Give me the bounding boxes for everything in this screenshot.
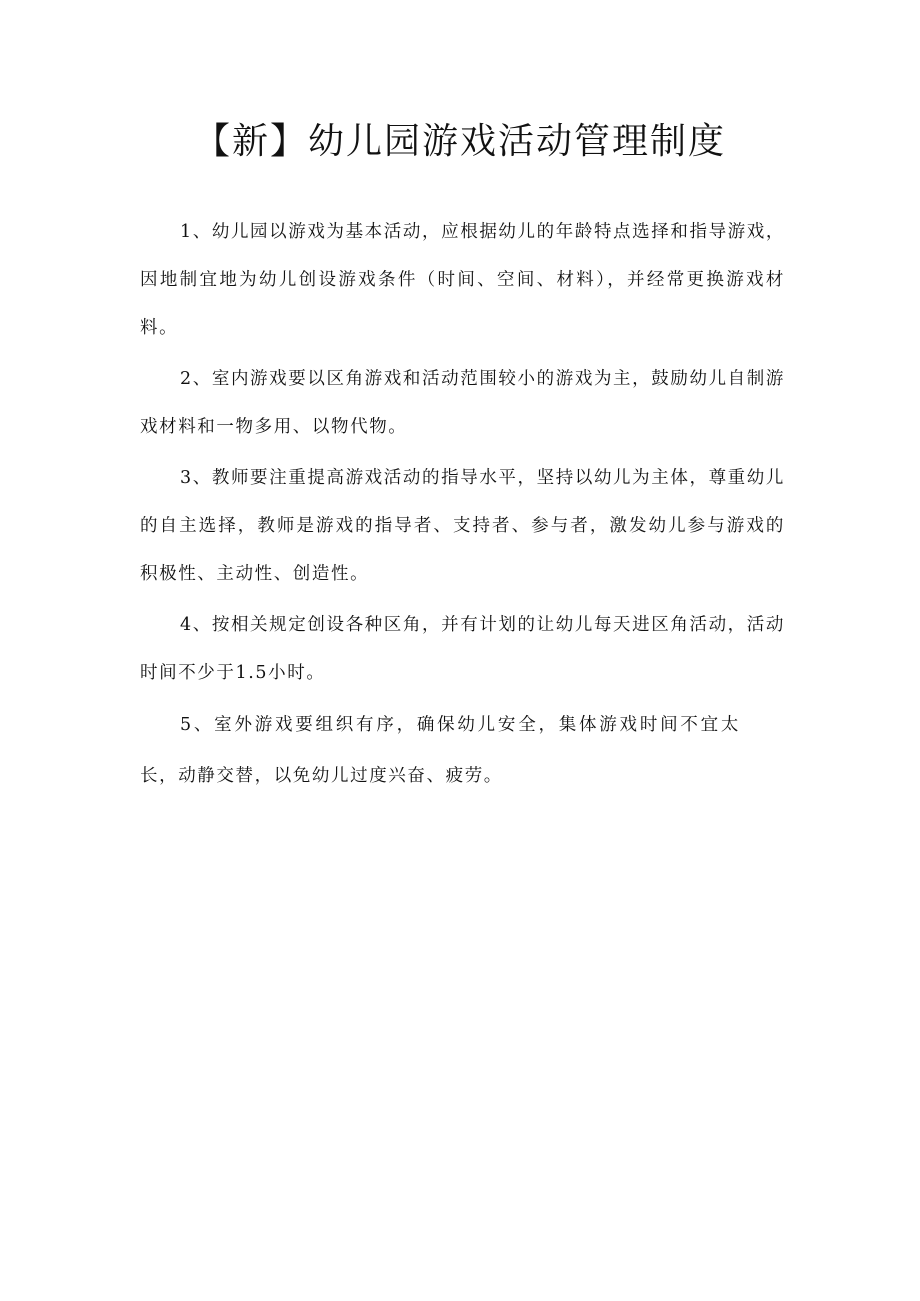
paragraph-1: 1、幼儿园以游戏为基本活动，应根据幼儿的年龄特点选择和指导游戏，因地制宜地为幼儿创设游戏条件（时间、空间、材料），并经常更换游戏材料。 (140, 222, 785, 338)
document-title: 【新】幼儿园游戏活动管理制度 (193, 121, 726, 162)
document-body (140, 208, 785, 805)
paragraph-5: 5、室外游戏要组织有序，确保幼儿安全，集体游戏时间不宜太长，动静交替，以免幼儿过度兴奋、疲劳。 (140, 715, 740, 786)
paragraph-3: 3、教师要注重提高游戏活动的指导水平，坚持以幼儿为主体，尊重幼儿的自主选择，教师是游戏的指导者、支持者、参与者，激发幼儿参与游戏的积极性、主动性、创造性。 (140, 468, 785, 584)
paragraph-2: 2、室内游戏要以区角游戏和活动范围较小的游戏为主，鼓励幼儿自制游戏材料和一物多用、以物代物。 (140, 369, 785, 437)
paragraph-4: 4、按相关规定创设各种区角，并有计划的让幼儿每天进区角活动，活动时间不少于1.5小时。 (140, 615, 785, 683)
